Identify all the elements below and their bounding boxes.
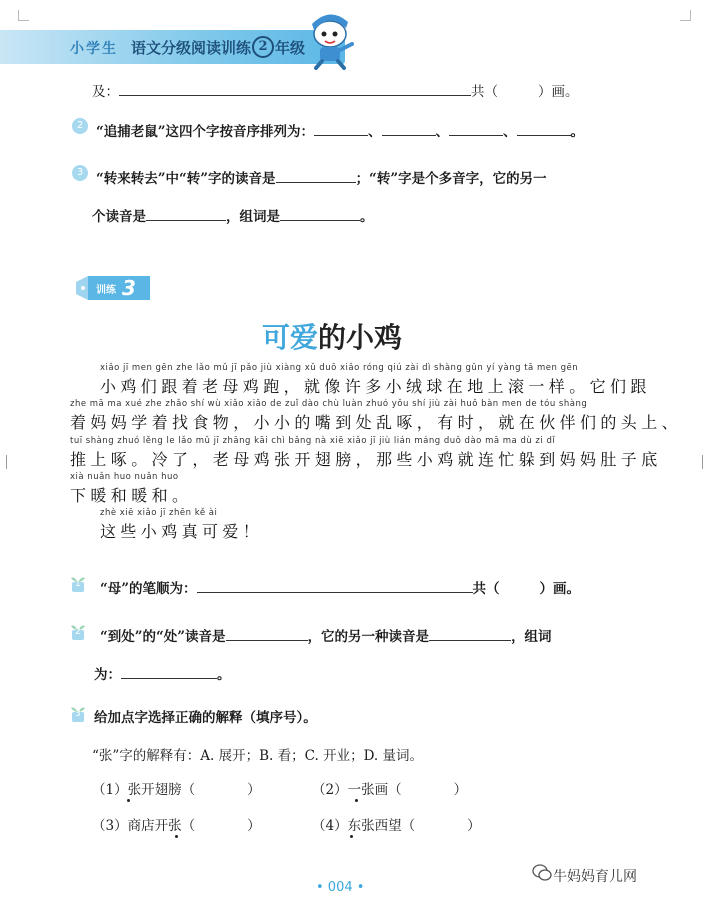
q2-sort-question: “追捕老鼠”这四个字按音序排列为： 、 、 、 。 [96,124,585,140]
exercise-tag [74,274,152,302]
question-number: 1 [75,579,81,589]
exercise-tag-label: 训练 [96,285,116,296]
reading-question-cont: 为： 。 [94,667,231,683]
question-number: 2 [75,627,81,637]
story-text-line: 这些小鸡真可爱！ [100,522,264,541]
story-text-line: 下暖和暖和。 [70,486,193,505]
series-small-label: 小学生 [70,41,118,57]
question-number: 3 [75,709,81,719]
q1-continued: 及： 共（ ）画。 [92,84,579,100]
crop-mark-tl [18,10,29,21]
registration-mark-right [698,455,703,469]
answer-blank[interactable] [197,580,473,593]
choice-item: （4）东张西望（ ） [312,818,481,834]
grade-number: 2 [252,36,274,58]
story-title-rest: 的小鸡 [318,321,403,354]
story-text-line: 小鸡们跟着老母鸡跑，就像许多小绒球在地上滚一样。它们跟 [100,377,651,396]
answer-blank[interactable] [119,83,471,96]
grade-label: 年级 [275,39,306,57]
choice-item: （3）商店开张（ ） [92,818,261,834]
answer-blank[interactable] [517,123,571,136]
emphasis-dot [350,835,353,838]
answer-blank[interactable] [449,123,503,136]
page-number: • 004 • [316,880,365,895]
answer-blank[interactable] [226,628,308,641]
watermark-text: 牛妈妈育儿网 [553,869,637,885]
question-number-badge: 2 [72,118,88,134]
pinyin-line: xià nuǎn huo nuǎn huo [70,472,179,482]
registration-mark-left [6,455,11,469]
answer-blank[interactable] [314,123,368,136]
choice-item: （1）张开翅膀（ ） [92,782,261,798]
q3-pronunciation-question-cont: 个读音是 ，组词是 。 [92,209,374,225]
answer-blank[interactable] [121,666,217,679]
stroke-order-question: “母”的笔顺为： 共（ ）画。 [100,581,581,597]
header-banner [0,30,345,64]
answer-blank[interactable] [429,628,511,641]
definition-list: “张”字的解释有：A. 展开；B. 看；C. 开业；D. 量词。 [92,748,423,764]
answer-blank[interactable] [280,208,360,221]
definition-question: 给加点字选择正确的解释（填序号）。 [94,710,317,726]
pinyin-line: zhe mā ma xué zhe zhǎo shí wù xiǎo xiǎo de zuǐ dào chù luàn zhuó yǒu shí jiù zài huǒ bàn men de tóu shàng [70,399,588,409]
question-number-badge: 3 [72,165,88,181]
crop-mark-tr [680,10,691,21]
story-text-line: 推上啄。冷了，老母鸡张开翅膀，那些小鸡就连忙躲到妈妈肚子底 [70,450,662,469]
q3-pronunciation-question: “转来转去”中“转”字的读音是 ；“转”字是个多音字，它的另一 [96,171,547,187]
pinyin-line: xiǎo jī men gēn zhe lǎo mǔ jī pǎo jiù xiàng xǔ duō xiǎo róng qiú zài dì shàng gǔn yí yàng tā men gēn [100,363,579,373]
story-text-line: 着妈妈学着找食物，小小的嘴到处乱啄，有时，就在伙伴们的头上、 [70,413,683,432]
answer-blank[interactable] [382,123,436,136]
emphasis-dot [175,835,178,838]
series-title: 语文分级阅读训练 [131,39,252,57]
pinyin-line: tuī shàng zhuó lěng le lǎo mǔ jī zhāng kāi chì bǎng nà xiē xiǎo jī jiù lián máng duǒ dào mā ma dù zi dǐ [70,436,556,446]
story-title-highlight: 可爱 [262,321,319,354]
reading-question: “到处”的“处”读音是 ，它的另一种读音是 ，组词 [100,629,552,645]
mascot-boy-icon [300,14,362,70]
answer-blank[interactable] [276,170,356,183]
exercise-tag-number: 3 [122,276,136,300]
emphasis-dot [127,799,130,802]
story-title [262,316,402,356]
choice-item: （2）一张画（ ） [312,782,468,798]
answer-blank[interactable] [146,208,226,221]
pinyin-line: zhè xiē xiǎo jī zhēn kě ài [100,508,218,518]
wechat-icon [532,864,552,882]
emphasis-dot [355,799,358,802]
